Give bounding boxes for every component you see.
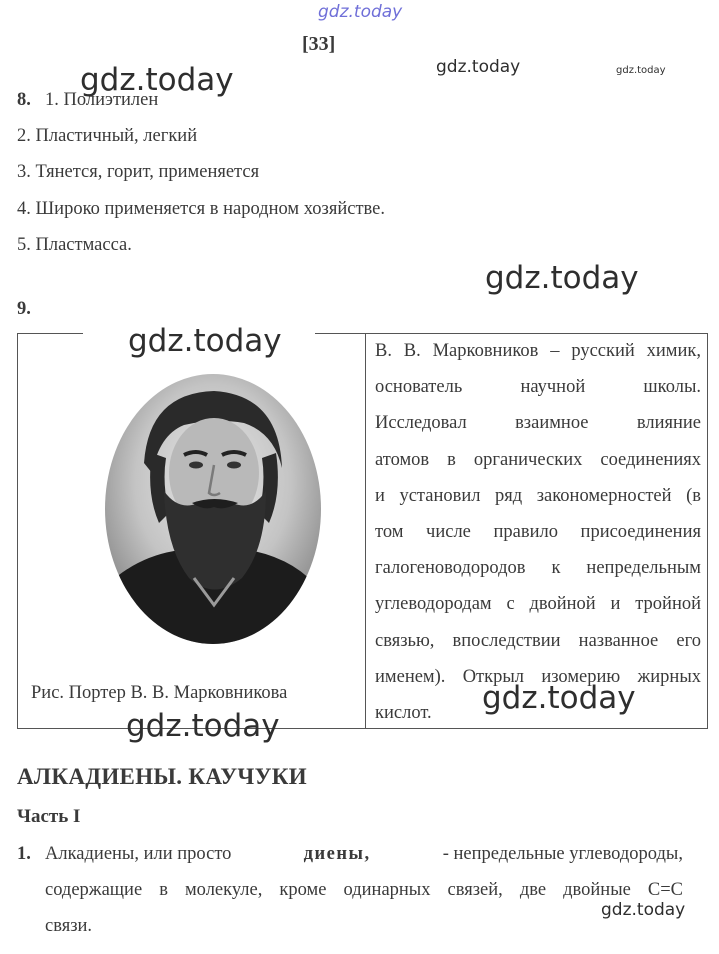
watermark: gdz.today: [128, 323, 282, 359]
definition-line: содержащие в молекуле, кроме одинарных связей, две двойные С=С: [45, 880, 683, 900]
watermark: gdz.today: [80, 62, 234, 98]
question-number: 8.: [17, 90, 31, 110]
biography-line: атомов в органических соединениях: [375, 449, 701, 470]
definition-text: - непредельные углеводороды,: [442, 844, 683, 864]
watermark-top: gdz.today: [318, 2, 403, 22]
page-number: [33]: [302, 33, 336, 55]
answer-line: 1. Полиэтилен: [45, 90, 159, 110]
watermark: gdz.today: [482, 680, 636, 716]
answer-line: 3. Тянется, горит, применяется: [17, 162, 260, 182]
question-number: 9.: [17, 299, 31, 319]
table-border-left: [17, 333, 18, 729]
biography-text: [375, 333, 701, 731]
table-border-top-left: [17, 333, 83, 334]
portrait-image: [104, 373, 322, 645]
biography-line: именем). Открыл изомерию жирных: [375, 666, 701, 687]
watermark: gdz.today: [485, 260, 639, 296]
question-number: 1.: [17, 844, 31, 864]
definition-line: [45, 844, 683, 865]
definition-line: связи.: [45, 916, 93, 936]
watermark: gdz.today: [601, 900, 686, 920]
watermark: gdz.today: [436, 57, 521, 77]
watermark: gdz.today: [126, 708, 280, 744]
biography-line: том числе правило присоединения: [375, 521, 701, 542]
part-label: Часть I: [17, 806, 81, 827]
definition-text: Алкадиены, или просто: [45, 844, 232, 864]
biography-line: основатель научной школы.: [375, 377, 701, 398]
definition-term: диены,: [303, 844, 371, 864]
section-title: АЛКАДИЕНЫ. КАУЧУКИ: [17, 764, 307, 789]
biography-line: кислот.: [375, 702, 432, 723]
watermark: gdz.today: [616, 65, 666, 76]
portrait-table: [17, 333, 708, 729]
biography-line: и установил ряд закономерностей (в: [375, 485, 701, 506]
portrait-caption: Рис. Портер В. В. Марковникова: [31, 683, 288, 703]
biography-line: Исследовал взаимное влияние: [375, 413, 701, 434]
biography-line: углеводородам с двойной и тройной: [375, 594, 701, 615]
table-border-right: [707, 333, 708, 729]
biography-line: В. В. Марковников – русский химик,: [375, 341, 701, 361]
biography-line: связью, впоследствии названное его: [375, 630, 701, 651]
answer-line: 5. Пластмасса.: [17, 235, 132, 255]
answer-line: 4. Широко применяется в народном хозяйстве.: [17, 199, 385, 219]
table-divider: [365, 333, 366, 729]
biography-line: галогеноводородов к непредельным: [375, 558, 701, 579]
answer-line: 2. Пластичный, легкий: [17, 126, 198, 146]
